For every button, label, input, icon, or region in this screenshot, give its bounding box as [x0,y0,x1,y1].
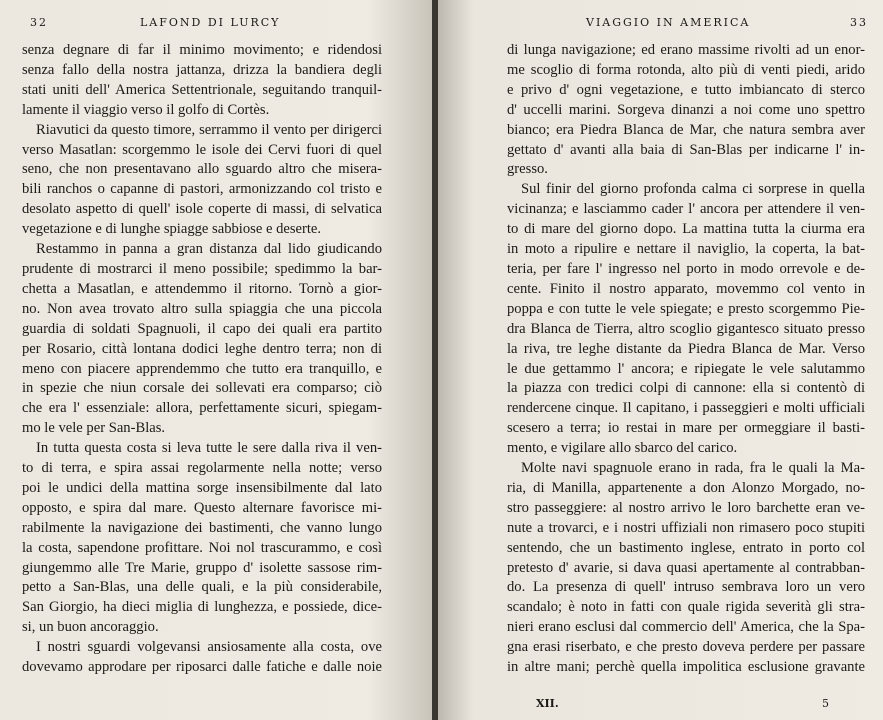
text-line: per Rosario, città lontana dodici leghe dentro terra; non di [22,340,382,357]
text-line: gettato d' avanti alla baia di San-Blas per indicarne l' in- [507,141,865,158]
text-line: pretesto d' avarie, si dava quasi apertamente al contrabban- [507,559,865,576]
text-line: Riavutici da questo timore, serrammo il vento per dirigerci [36,121,382,138]
text-line: si, un buon ancoraggio. [22,619,159,636]
text-line: mento, e vigilare allo sbarco del carico. [507,440,738,457]
text-line: to di terra, e spira assai regolarmente nella notte; verso [22,460,382,477]
text-line: desolato aspetto di quell' isole coperte di massi, di selvatica [22,201,382,218]
text-line: rabilmente la navigazione dei bastimenti, che vanno lungo [22,519,382,536]
text-line: scandalo; è noto in fatti con quale rigida severità gli stra- [507,599,865,616]
text-line: lamente il viaggio verso il golfo di Cortès. [22,101,270,118]
page-body [507,41,865,678]
text-line: I nostri sguardi volgevansi ansiosamente alla costa, ove [36,639,382,656]
text-line: che era l' essenziale: allora, perfettamente sicuri, spiegam- [22,400,382,417]
text-line: nieri erano esclusi dal commercio dell' America, che la Spa- [507,619,865,636]
left-page [0,0,432,720]
text-line: poppa e con tutte le vele spiegate; e presto scorgemmo Pie- [507,300,865,317]
text-line: rendercene cinque. Il capitano, i passeggieri e molti ufficiali [507,400,865,417]
text-line: bianco; era Piedra Blanca de Mar, che natura sembra aver [507,121,865,138]
text-line: Molte navi spagnuole erano in rada, fra le quali la Ma- [521,460,865,477]
text-line: cente. Finito il nostro apparato, movemmo col vento in [507,280,865,297]
text-line: gresso. [507,161,548,178]
text-line: Sul finir del giorno profonda calma ci sorprese in quella [521,181,865,198]
text-line: la piazza con tredici colpi di cannone: ella si contentò di [507,380,865,397]
text-line: verso Masatlan: scorgemmo le isole dei Cervi fuori di quel [22,141,382,158]
text-line: seno, che non presentavano allo sguardo altro che misera- [22,161,382,178]
text-line: mo le vele per San-Blas. [22,420,166,437]
text-line: poi le undici della mattina sorge insensibilmente dal lato [22,479,382,496]
text-line: sentendo, che un bastimento inglese, entrato in porto col [507,539,865,556]
text-line: bili ranchos o capanne di pastori, armonizzando col tristo e [22,181,382,198]
text-line: San Giorgio, ha dieci miglia di lunghezza, e possiede, dice- [22,599,382,616]
text-line: prudente di mostrarci il meno possibile; spedimmo la bar- [22,260,382,277]
running-head: VIAGGIO IN AMERICA [586,16,751,29]
text-line: stro passeggiere: al nostro arrivo le loro barchette eran ve- [507,499,865,516]
page-number: 33 [850,16,868,29]
text-line: dovevamo approdare per riposarci dalle fatiche e dalle noie [22,659,382,676]
text-line: teria, per fare l' ingresso nel porto in modo orrevole e de- [507,260,865,277]
text-line: nute a trovarci, e i nostri uffiziali non rimasero poco stupiti [507,519,865,536]
text-line: In tutta questa costa si leva tutte le sere dalla riva il ven- [36,440,382,457]
text-line: opposto, e spira dal mare. Questo alternare favorisce mi- [22,499,382,516]
text-line: meno con piacere apprendemmo che tutto era tranquillo, e [22,360,382,377]
text-line: ria, di Manilla, appartenente a don Alonzo Morgado, no- [507,479,865,496]
text-line: di lunga navigazione; ed erano massime rivolti ad un enor- [507,42,865,58]
text-line: gna erasi riserbato, e che presto doveva perdere per passare [507,639,865,656]
text-line: vegetazione e di lunghe spiagge sabbiose e deserte. [22,221,322,238]
text-line: to di mare del giorno dopo. La mattina tutta la ciurma era [507,221,865,238]
text-line: e privo d' ogni vegetazione, e tutto imbiancato di sterco [507,81,865,98]
text-line: in spezie che niun corsale dei sollevati era comparso; ciò [22,380,382,397]
right-page [438,0,883,720]
text-line: Restammo in panna a gran distanza dal lido giudicando [36,241,382,258]
text-line: giungemmo alle Tre Marie, gruppo d' isolette sassose rim- [22,559,382,576]
text-line: stati uniti dell' America Settentrionale, seguitando tranquil- [22,81,382,98]
running-head: LAFOND DI LURCY [140,16,281,29]
page-body [22,41,382,678]
text-line: senza degnare di far il minimo movimento; e ridendosi [22,42,382,58]
page-number: 32 [30,16,48,29]
text-line: d' uccelli marini. Sorgeva dinanzi a noi come uno spettro [507,101,865,118]
text-line: vicinanza; e lasciammo cader l' ancora per attendere il ven- [507,201,865,218]
text-line: do. La presenza di quell' intruso sembrava loro un vero [507,579,865,596]
text-line: in altre mani; perchè quella impolitica esclusione gravante [507,659,865,676]
text-line: in moto a ripulire e nettare il naviglio, la coperta, la bat- [507,241,865,258]
text-line: guardia di soldati Spagnuoli, il capo dei quali era partito [22,320,382,337]
text-line: petto a San-Blas, una delle quali, e la più considerabile, [22,579,382,596]
text-line: chetta a Masatlan, e attendemmo il ritorno. Tornò a gior- [22,280,382,297]
text-line: le due gettammo l' ancora; e ripiegate le vele salutammo [507,360,865,377]
text-line: la costa, sapendone profittare. Noi nol trascurammo, e così [22,539,382,556]
text-line: dra Blanca de Tierra, altro scoglio gigantesco situato presso [507,320,865,337]
text-line: no. Non avea trovato altro sulla spiaggia che una piccola [22,300,382,317]
signature-mark: XII. [536,697,559,710]
text-line: senza fallo della nostra jattanza, drizza la bandiera degli [22,61,382,78]
footer-number: 5 [822,697,829,710]
text-line: scesero a terra; io restai in mare per ormeggiare il basti- [507,420,865,437]
text-line: me scoglio di forma rotonda, alto più di venti piedi, arido [507,61,865,78]
text-line: la riva, tre leghe distante da Piedra Blanca de Mar. Verso [507,340,865,357]
